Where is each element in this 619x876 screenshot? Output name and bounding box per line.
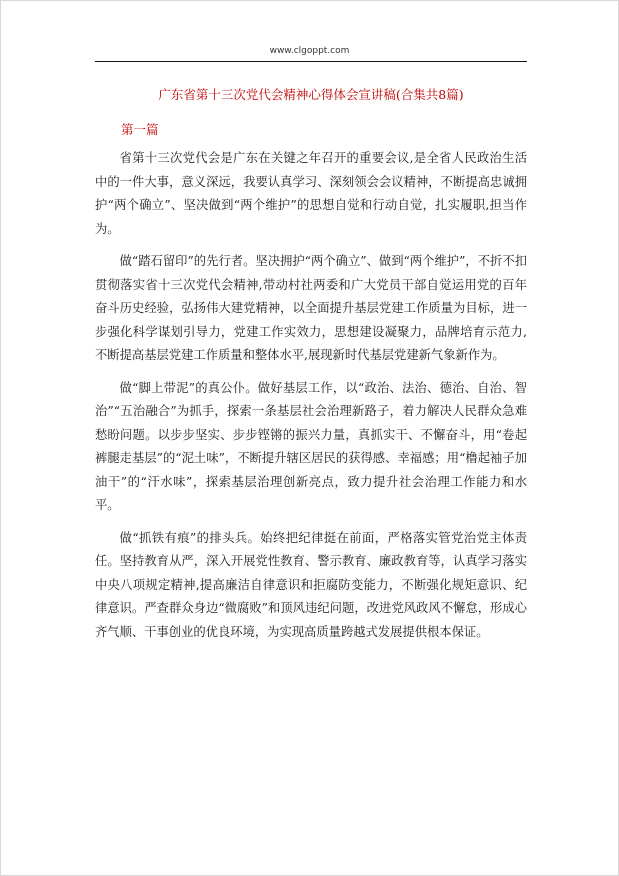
document-body [95, 147, 527, 653]
paragraph-2: 做“踏石留印”的先行者。坚决拥护“两个确立”、做到“两个维护”，不折不扣贯彻落实省十三次党代会精神,带动村社两委和广大党员干部自觉运用党的百年奋斗历史经验，弘扬伟大建党精神，以全面提升基层党建工作质量为目标，进一步强化科学谋划引导力，党建工作实效力，思想建设凝聚力，品牌培育示范力,不断提高基层党建工作质量和整体水平,展现新时代基层党建新气象新作为。 [95, 254, 527, 362]
header-divider [95, 61, 527, 62]
paragraph-1: 省第十三次党代会是广东在关键之年召开的重要会议,是全省人民政治生活中的一件大事，意义深远，我要认真学习、深刻领会会议精神，不断提高忠诚拥护“两个确立”、坚决做到“两个维护”的思想自觉和行动自觉，扎实履职,担当作为。 [95, 151, 527, 236]
header-site-url: www.clgoppt.com [269, 46, 350, 56]
paragraph-3: 做“脚上带泥”的真公仆。做好基层工作，以“政治、法治、德治、自治、智治”“五治融合”为抓手，探索一条基层社会治理新路子，着力解决人民群众急难愁盼问题。以步步坚实、步步铿锵的振兴力量，真抓实干、不懈奋斗，用“卷起裤腿走基层”的“泥土味”，不断提升辖区居民的获得感、幸福感；用“橹起袖子加油干”的“汗水味”，探索基层治理创新亮点，致力提升社会治理工作能力和水平。 [95, 380, 527, 512]
paragraph-4: 做“抓铁有痕”的排头兵。始终把纪律挺在前面，严格落实管党治党主体责任。坚持教育从严，深入开展党性教育、警示教育、廉政教育等，认真学习落实中央八项规定精神,提高廉洁自律意识和拒腐防变能力，不断强化规矩意识、纪律意识。严查群众身边“微腐败”和顶风违纪问题，改进党风政风不懈怠，形成心齐气顺、干事创业的优良环境，为实现高质量跨越式发展提供根本保证。 [95, 530, 527, 639]
document-title: 广东省第十三次党代会精神心得体会宣讲稿(合集共8篇) [158, 87, 464, 102]
section-heading: 第一篇 [121, 122, 159, 137]
